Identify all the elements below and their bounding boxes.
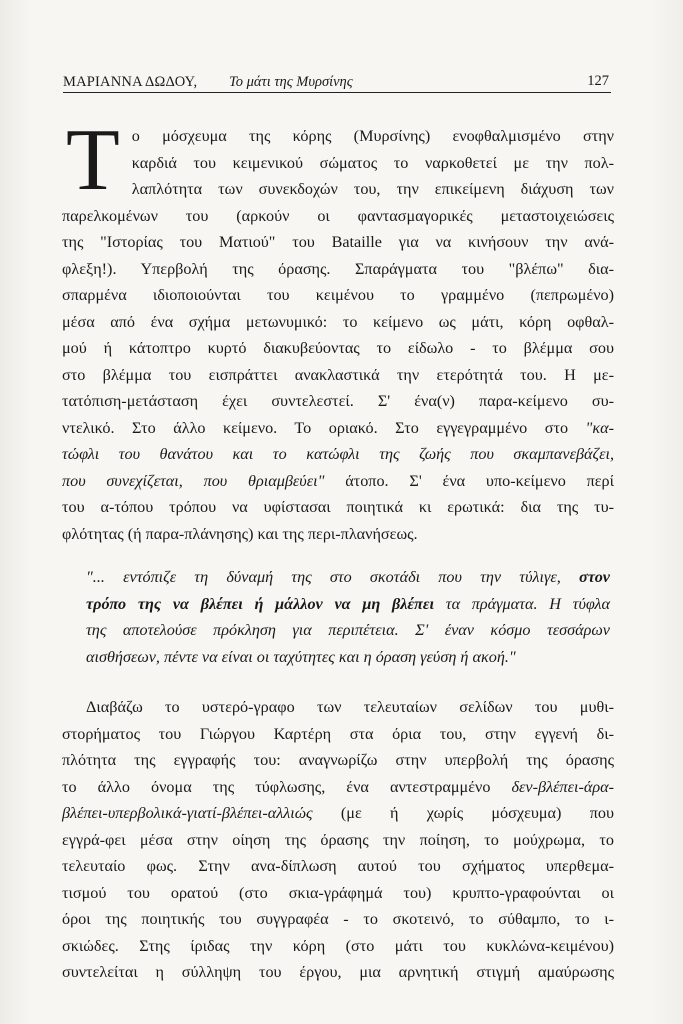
text-line: μέσα από ένα σχήμα μετωνυμικό: το κείμενο ως μάτι, κόρη οφθαλ- (62, 312, 614, 331)
block-quote (62, 564, 614, 670)
paragraph-1 (62, 112, 614, 547)
text-line (62, 415, 614, 442)
text-line (62, 800, 614, 827)
text-line: όροι της ποιητικής του συγγραφέα - το σκοτεινό, το σύθαμπο, το ι- (62, 910, 614, 928)
text-line: πλότητα της εγγραφής του: αναγνωρίζω στην υπερβολή της όρασης (62, 751, 614, 769)
text-line: τώφλι του θανάτου και το κατώφλι της ζωής που σκαμπανεβάζει, (62, 445, 614, 463)
text-span: (με ή χωρίς μόσχευμα) που (312, 804, 614, 822)
bold-italic-span: στον (579, 568, 610, 586)
text-line: σκιώδες. Στης ίριδας την κόρη (στο μάτι του κυκλώνα-κειμένου) (62, 936, 614, 955)
italic-span: "... εντόπιζε τη δύναμή της στο σκοτάδι που την τύλιγε, (86, 568, 580, 586)
text-line (62, 774, 614, 801)
text-line: του α-τόπου τρόπου να υφίστασαι ποιητικά κι ερωτικά: δια της τυ- (62, 498, 614, 516)
text-line: τατόπιση-μετάσταση έχει συντελεστεί. Σ' ένα(ν) παρα-κείμενο συ- (62, 392, 614, 410)
italic-span: δεν-βλέπει-άρα- (511, 777, 614, 796)
text-line (62, 468, 614, 495)
running-header (63, 72, 611, 93)
text-line: τισμού του ορατού (στο σκια-γράφημά του) κρυπτο-γραφούνται οι (62, 883, 614, 902)
text-line: φλότητας (ή παρα-πλάνησης) και της περι-πλανήσεως. (62, 524, 418, 543)
drop-cap: Τ (66, 112, 120, 209)
text-line: εγγρά-φει μέσα στην οίηση της όρασης την ποίηση, το μούχρωμα, το (62, 830, 614, 849)
text-line: ο μόσχευμα της κόρης (Μυρσίνης) ενοφθαλμισμένο στην (131, 127, 614, 145)
quote-line (86, 591, 610, 618)
text-line: συντελείται η σύλληψη του έργου, μια αρνητική στιγμή αμαύρωσης (62, 963, 614, 981)
text-line: της "Ιστορίας του Ματιού" του Bataille για να κινήσουν την ανά- (62, 233, 614, 251)
quote-line: της αποτελούσε πρόκληση για περιπέτεια. Σ' έναν κόσμο τεσσάρων (86, 621, 610, 639)
text-line: στορήματος του Γιώργου Καρτέρη στα όρια του, στην εγγενή δι- (62, 724, 614, 743)
text-line: παρελκομένων του (αρκούν οι φαντασμαγορικές μεταστοιχειώσεις (62, 206, 614, 225)
text-span: το άλλο όνομα της τύφλωσης, ένα αντεστραμμένο (62, 777, 512, 796)
page-number: 127 (587, 73, 609, 89)
italic-span: που συνεχίζεται, που θριαμβεύει" (62, 471, 325, 490)
text-line: φλεξη!). Υπερβολή της όρασης. Σπαράγματα του "βλέπω" δια- (62, 259, 614, 278)
text-span: άτοπο. Σ' ένα υπο-κείμενο περί (324, 471, 614, 490)
quote-line: αισθήσεων, πέντε να είναι οι ταχύτητες και η όραση γεύση ή ακοή." (86, 647, 516, 666)
italic-span: τα πράγματα. Η τύφλα (434, 594, 610, 613)
italic-span: "κα- (585, 418, 614, 437)
text-line: καρδιά του κειμενικού σώματος το ναρκοθετεί με την πολ- (131, 153, 614, 172)
text-span: ντελικό. Στο άλλο κείμενο. Το οριακό. Στο εγγεγραμμένο στο (62, 418, 586, 437)
text-line: Διαβάζω το υστερό-γραφο των τελευταίων σελίδων του μυθι- (86, 698, 614, 716)
text-line: τελευταίο φως. Στην ανα-δίπλωση αυτού του σχήματος υπερθεμα- (62, 857, 614, 875)
text-line: στο βλέμμα του εισπράττει ανακλαστικά την ετερότητά του. Η με- (62, 365, 614, 384)
header-author: ΜΑΡΙΑΝΝΑ ΔΩΔΟΥ, (63, 74, 198, 90)
paragraph-2 (62, 694, 614, 986)
text-line: λαπλότητα των συνεκδοχών του, την επικείμενη διάχυση των (131, 180, 614, 198)
quote-line (86, 564, 610, 591)
bold-italic-span: τρόπο της να βλέπει ή μάλλον να μη βλέπει (86, 594, 435, 613)
italic-span: βλέπει-υπερβολικά-γιατί-βλέπει-αλλιώς (62, 804, 313, 822)
header-title: Το μάτι της Μυρσίνης (229, 74, 353, 90)
page-body (62, 112, 614, 986)
text-line: μού ή κάτοπτρο κυρτό διακυβεύοντας το είδωλο - το βλέμμα σου (62, 339, 614, 357)
text-line: σπαρμένα ιδιοποιούνται του κειμένου το γραμμένο (πεπρωμένο) (62, 286, 614, 304)
